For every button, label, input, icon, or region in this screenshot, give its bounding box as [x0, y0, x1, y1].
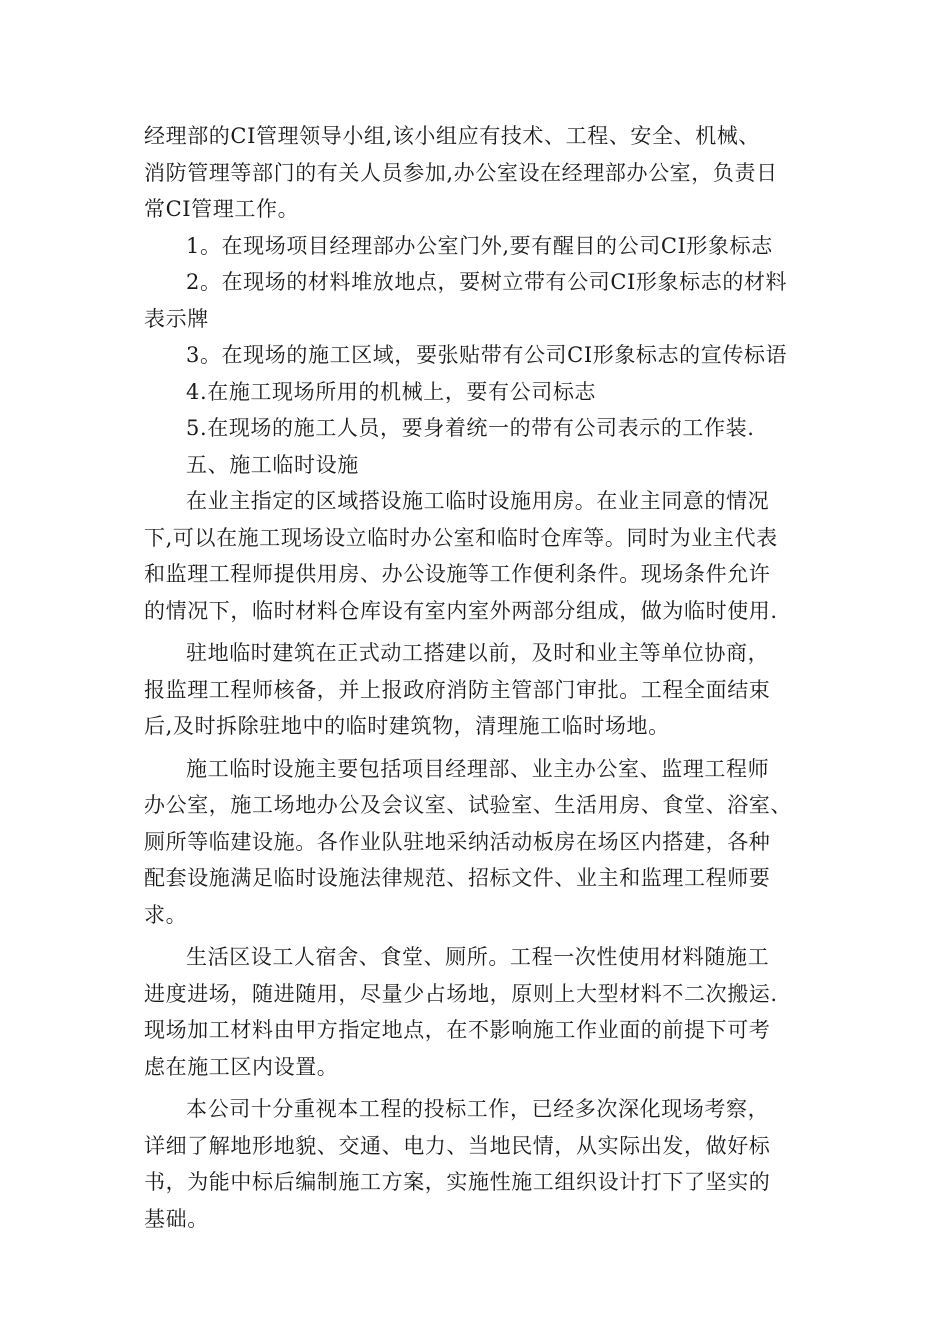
paragraph-line: 厕所等临建设施。各作业队驻地采纳活动板房在场区内搭建，各种 — [144, 829, 771, 854]
paragraph-line: 虑在施工区内设置。 — [144, 1054, 339, 1079]
paragraph-line: 详细了解地形地貌、交通、电力、当地民情，从实际出发，做好标 — [144, 1133, 771, 1158]
paragraph-line: 生活区设工人宿舍、食堂、厕所。工程一次性使用材料随施工 — [186, 945, 770, 969]
paragraph-line: 本公司十分重视本工程的投标工作，已经多次深化现场考察， — [186, 1097, 770, 1121]
paragraph-line: 书，为能中标后编制施工方案，实施性施工组织设计打下了坚实的 — [144, 1170, 771, 1194]
text-line: 表示牌 — [144, 306, 209, 331]
paragraph-line: 现场加工材料由甲方指定地点，在不影响施工作业面的前提下可考 — [144, 1018, 771, 1042]
paragraph-line: 下,可以在施工现场设立临时办公室和临时仓库等。同时为业主代表 — [144, 525, 778, 550]
paragraph-line: 报监理工程师核备，并上报政府消防主管部门审批。工程全面结束 — [144, 677, 771, 702]
paragraph-line: 在业主指定的区域搭设施工临时设施用房。在业主同意的情况 — [186, 489, 770, 513]
section-heading: 五、施工临时设施 — [186, 452, 359, 477]
list-item: 5.在现场的施工人员，要身着统一的带有公司表示的工作装. — [186, 416, 755, 440]
list-item: 1。在现场项目经理部办公室门外,要有醒目的公司CI形象标志 — [186, 233, 773, 258]
paragraph-line: 和监理工程师提供用房、办公设施等工作便利条件。现场条件允许 — [144, 562, 771, 586]
paragraph-line: 求。 — [144, 902, 188, 927]
paragraph-line: 办公室，施工场地办公及会议室、试验室、生活用房、食堂、浴室、 — [144, 793, 792, 817]
paragraph-line: 的情况下，临时材料仓库设有室内室外两部分组成，做为临时使用. — [144, 598, 778, 623]
text-line: 经理部的CI管理领导小组,该小组应有技术、工程、安全、机械、 — [144, 124, 761, 148]
paragraph-line: 后,及时拆除驻地中的临时建筑物，清理施工临时场地。 — [144, 714, 670, 738]
paragraph-line: 进度进场，随进随用，尽量少占场地，原则上大型材料不二次搬运. — [144, 981, 778, 1006]
text-line: 消防管理等部门的有关人员参加,办公室设在经理部办公室，负责日 — [144, 160, 778, 185]
paragraph-line: 配套设施满足临时设施法律规范、招标文件、业主和监理工程师要 — [144, 866, 771, 890]
paragraph-line: 基础。 — [144, 1206, 209, 1231]
paragraph-line: 驻地临时建筑在正式动工搭建以前，及时和业主等单位协商， — [186, 641, 770, 665]
document-body — [144, 118, 824, 1237]
text-line: 常CI管理工作。 — [144, 197, 300, 221]
list-item: 2。在现场的材料堆放地点，要树立带有公司CI形象标志的材料 — [186, 270, 788, 294]
list-item: 3。在现场的施工区域，要张贴带有公司CI形象标志的宣传标语 — [186, 343, 788, 367]
paragraph-line: 施工临时设施主要包括项目经理部、业主办公室、监理工程师 — [186, 756, 770, 781]
list-item: 4.在施工现场所用的机械上，要有公司标志 — [186, 379, 597, 404]
